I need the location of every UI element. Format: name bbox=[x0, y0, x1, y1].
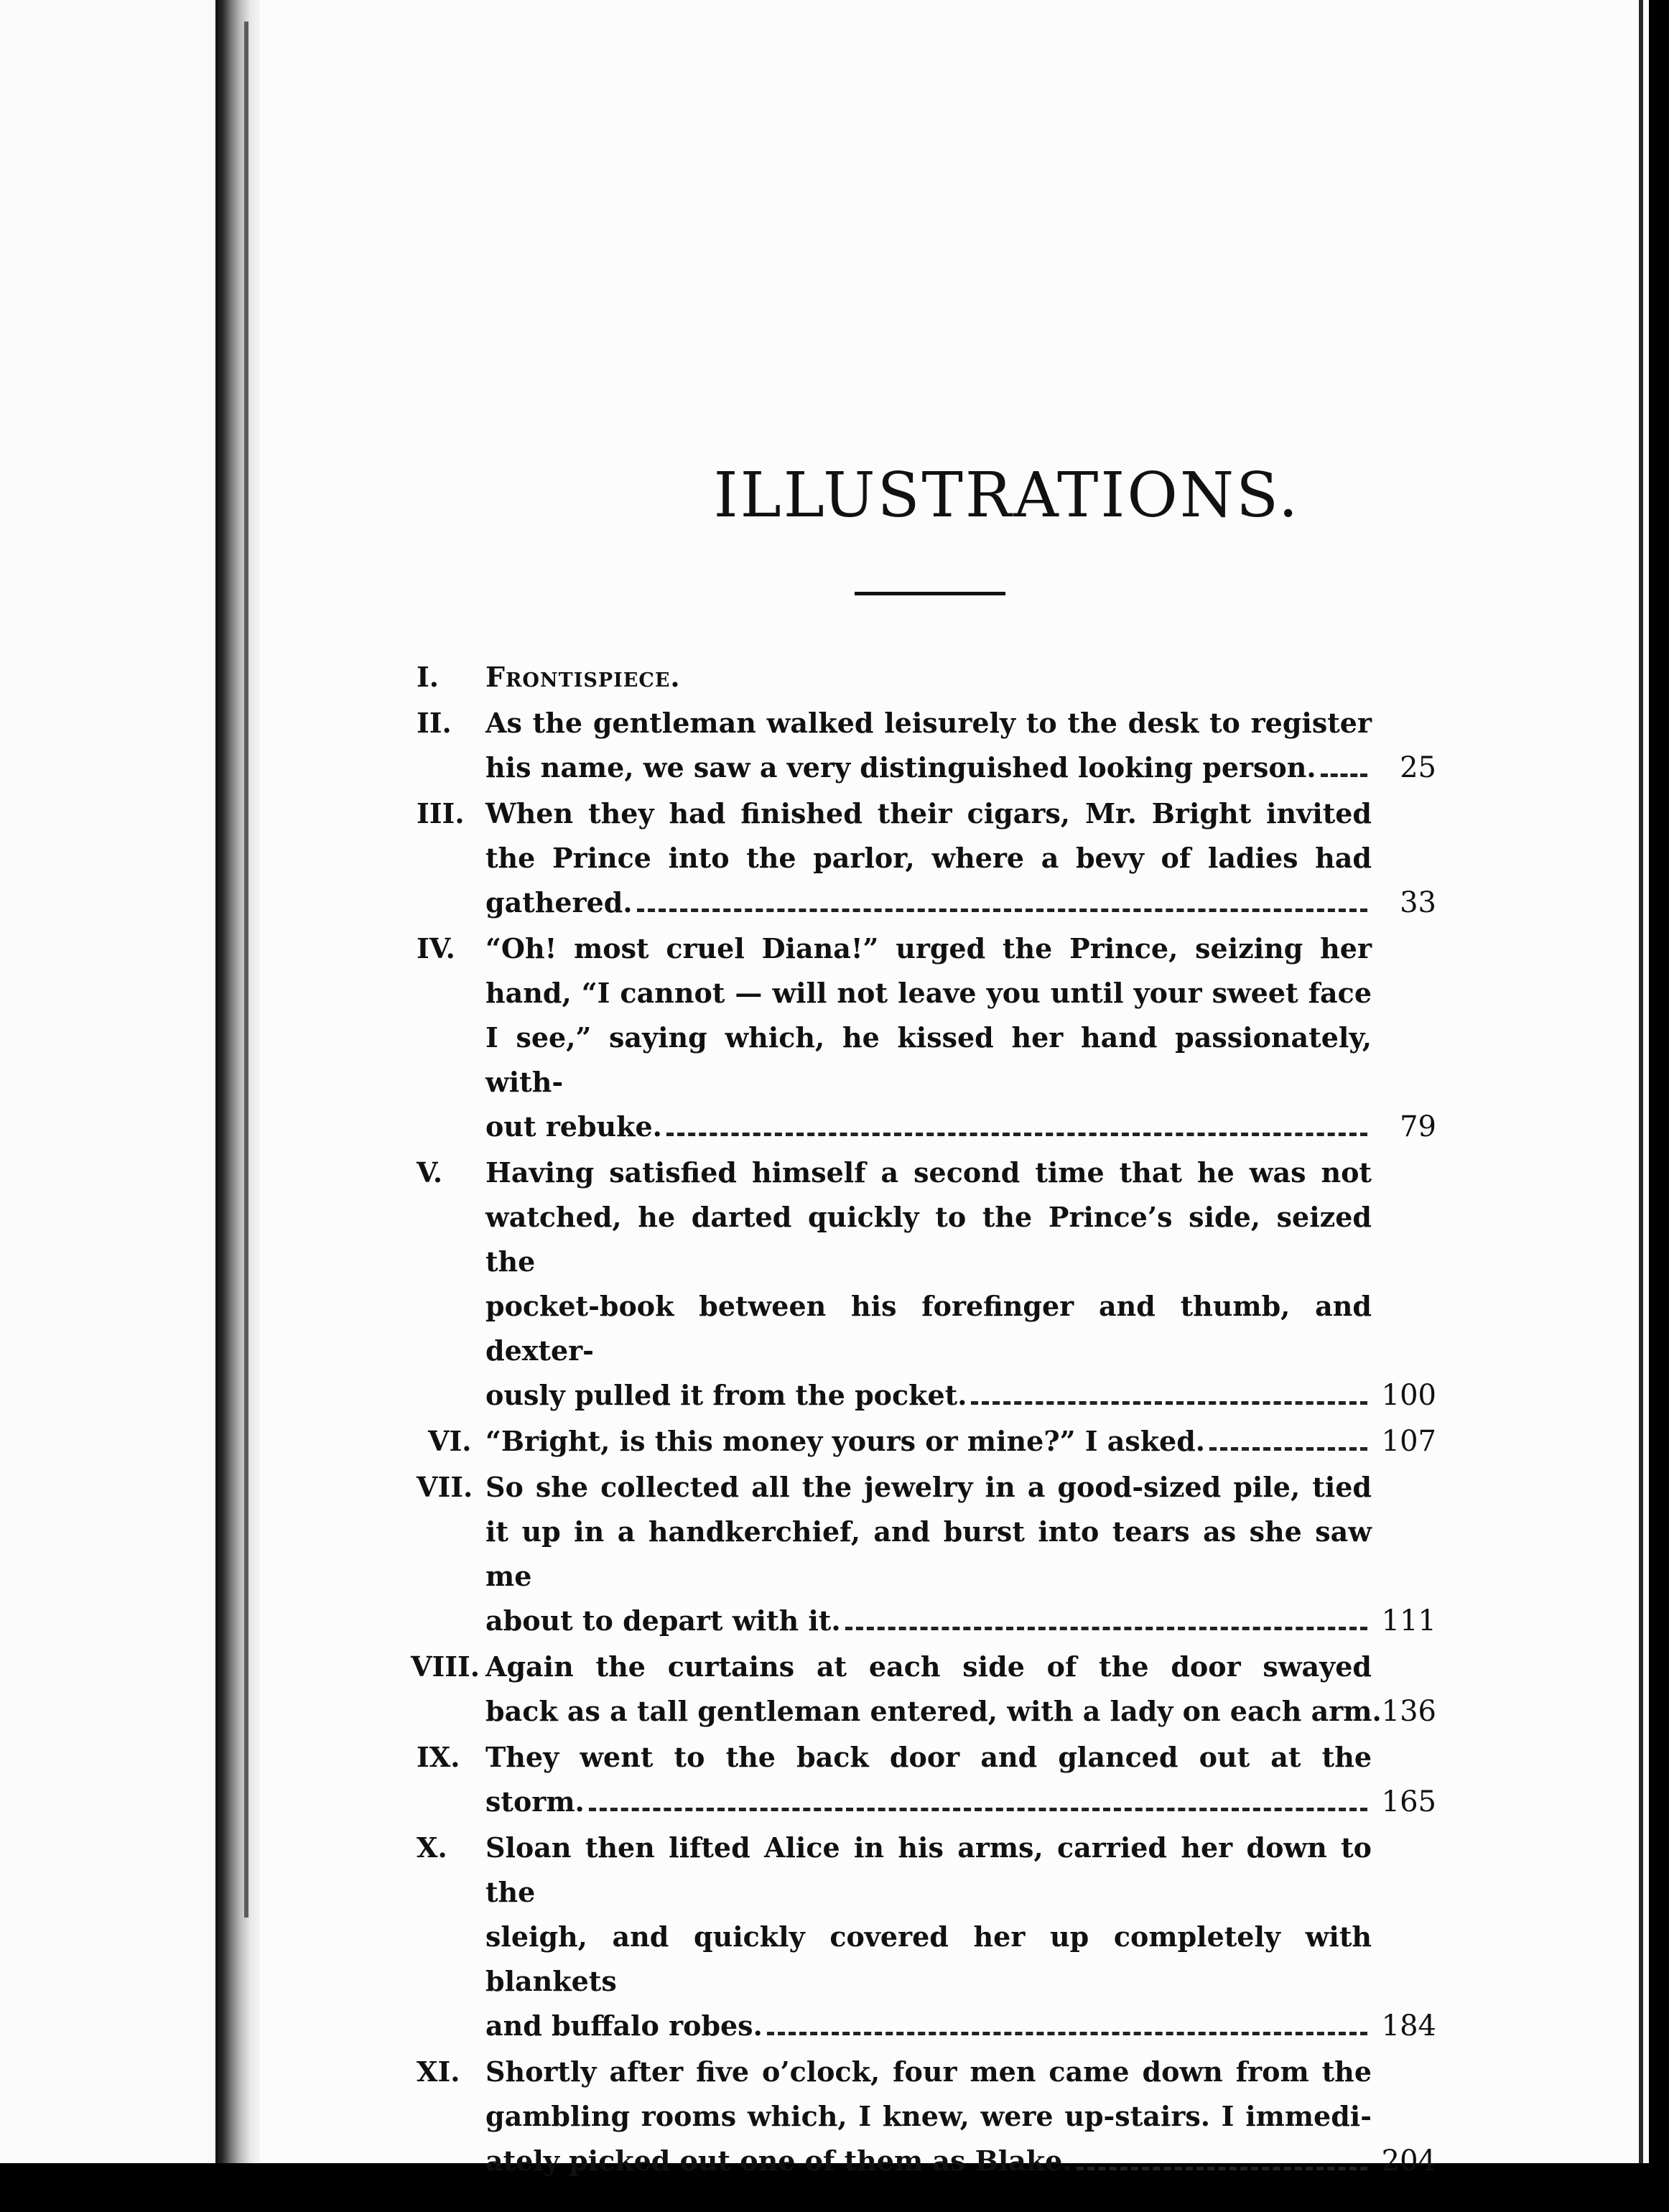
entry-number: VI. bbox=[428, 1425, 472, 1457]
illustration-entry bbox=[417, 1151, 1436, 1418]
entry-caption bbox=[485, 1645, 1382, 1734]
illustration-entry bbox=[417, 1735, 1436, 1824]
title-rule bbox=[855, 592, 1005, 595]
entry-number: IV. bbox=[417, 932, 455, 965]
illustrations-list bbox=[411, 655, 1436, 2185]
entry-caption bbox=[485, 1419, 1372, 1464]
caption-last-line: ately picked out one of them as Blake. bbox=[485, 2144, 1072, 2177]
dot-leader bbox=[589, 1808, 1367, 1811]
illustration-entry bbox=[417, 1826, 1436, 2048]
page-number: 204 bbox=[1381, 2144, 1436, 2178]
page-number: 184 bbox=[1381, 2009, 1436, 2043]
caption-line: When they had finished their cigars, Mr. Bright invited bbox=[485, 797, 1372, 830]
caption-line: “Oh! most cruel Diana!” urged the Prince, seizing her bbox=[485, 932, 1372, 965]
caption-last-line: gathered. bbox=[485, 886, 633, 919]
page-number: 111 bbox=[1381, 1604, 1436, 1637]
entry-number: X. bbox=[417, 1831, 447, 1864]
illustration-entry bbox=[417, 1465, 1436, 1643]
caption-line: pocket-book between his forefinger and thumb, and dexter- bbox=[485, 1290, 1372, 1367]
entry-number: II. bbox=[417, 707, 452, 739]
entry-number: XI. bbox=[417, 2055, 460, 2088]
caption-line: As the gentleman walked leisurely to the desk to register bbox=[485, 707, 1372, 739]
entry-caption bbox=[485, 791, 1372, 925]
entry-caption bbox=[485, 1151, 1372, 1418]
facing-page-edge bbox=[0, 0, 215, 2212]
illustration-entry bbox=[411, 1645, 1436, 1734]
caption-line: sleigh, and quickly covered her up completely with blankets bbox=[485, 1920, 1372, 1997]
gutter-shadow-line bbox=[244, 22, 248, 1918]
illustration-entry bbox=[417, 926, 1436, 1149]
entry-number: V. bbox=[417, 1156, 443, 1189]
caption-line: Having satisfied himself a second time that he was not bbox=[485, 1156, 1372, 1189]
entry-caption bbox=[485, 701, 1372, 790]
illustration-entry bbox=[417, 791, 1436, 925]
page-number: 165 bbox=[1381, 1785, 1436, 1818]
dot-leader bbox=[767, 2032, 1367, 2035]
caption-last-line: his name, we saw a very distinguished looking person. bbox=[485, 751, 1316, 784]
page-edge-line bbox=[1639, 0, 1643, 2163]
caption-last-line: about to depart with it. bbox=[485, 1604, 841, 1637]
dot-leader bbox=[1321, 773, 1367, 777]
dot-leader bbox=[971, 1401, 1367, 1405]
illustration-entry bbox=[417, 655, 1436, 700]
entry-number: VII. bbox=[417, 1471, 473, 1503]
caption-last-line: out rebuke. bbox=[485, 1110, 662, 1143]
caption-last-line: and buffalo robes. bbox=[485, 2009, 763, 2042]
scan-border-right bbox=[1649, 0, 1669, 2212]
page-title: ILLUSTRATIONS. bbox=[713, 460, 1301, 531]
caption-line: Shortly after five o’clock, four men came down from the bbox=[485, 2055, 1372, 2088]
page-number: 100 bbox=[1381, 1379, 1436, 1412]
entry-caption bbox=[485, 1735, 1372, 1824]
caption-last-line: storm. bbox=[485, 1785, 585, 1818]
caption-line: it up in a handkerchief, and burst into tears as she saw me bbox=[485, 1515, 1372, 1592]
dot-leader bbox=[845, 1627, 1367, 1630]
caption-last-line: Frontispiece. bbox=[485, 661, 681, 693]
caption-line: They went to the back door and glanced out at the bbox=[485, 1741, 1372, 1773]
caption-line: the Prince into the parlor, where a bevy of ladies had bbox=[485, 842, 1372, 874]
page-number: 33 bbox=[1400, 886, 1436, 919]
entry-caption bbox=[485, 655, 1372, 700]
illustration-entry bbox=[417, 1419, 1436, 1464]
page-number: 25 bbox=[1400, 751, 1436, 784]
entry-caption bbox=[485, 926, 1372, 1149]
entry-number: IX. bbox=[417, 1741, 460, 1773]
page-number: 79 bbox=[1400, 1110, 1436, 1143]
entry-number: I. bbox=[417, 661, 440, 693]
caption-line: watched, he darted quickly to the Prince’s side, seized the bbox=[485, 1201, 1372, 1278]
book-gutter bbox=[215, 0, 260, 2212]
illustration-entry bbox=[417, 701, 1436, 790]
caption-line: Again the curtains at each side of the door swayed bbox=[485, 1650, 1372, 1683]
caption-last-line: “Bright, is this money yours or mine?” I asked. bbox=[485, 1425, 1206, 1457]
dot-leader bbox=[1077, 2167, 1367, 2170]
dot-leader bbox=[666, 1133, 1367, 1136]
entry-caption bbox=[485, 1465, 1372, 1643]
page-number: 107 bbox=[1381, 1425, 1436, 1458]
caption-line: gambling rooms which, I knew, were up-stairs. I immedi- bbox=[485, 2100, 1372, 2132]
entry-caption bbox=[485, 1826, 1372, 2048]
caption-line: So she collected all the jewelry in a good-sized pile, tied bbox=[485, 1471, 1372, 1503]
dot-leader bbox=[637, 908, 1367, 912]
caption-last-line: ously pulled it from the pocket. bbox=[485, 1379, 967, 1411]
caption-line: hand, “I cannot — will not leave you until your sweet face bbox=[485, 977, 1372, 1009]
caption-line: Sloan then lifted Alice in his arms, carried her down to the bbox=[485, 1831, 1372, 1908]
entry-number: VIII. bbox=[411, 1650, 480, 1683]
entry-number: III. bbox=[417, 797, 465, 830]
caption-last-line: back as a tall gentleman entered, with a lady on each arm. bbox=[485, 1695, 1382, 1727]
page-number: 136 bbox=[1381, 1695, 1436, 1728]
entry-caption bbox=[485, 2050, 1372, 2183]
caption-line: I see,” saying which, he kissed her hand passionately, with- bbox=[485, 1021, 1372, 1098]
illustration-entry bbox=[417, 2050, 1436, 2183]
dot-leader bbox=[1209, 1447, 1367, 1451]
